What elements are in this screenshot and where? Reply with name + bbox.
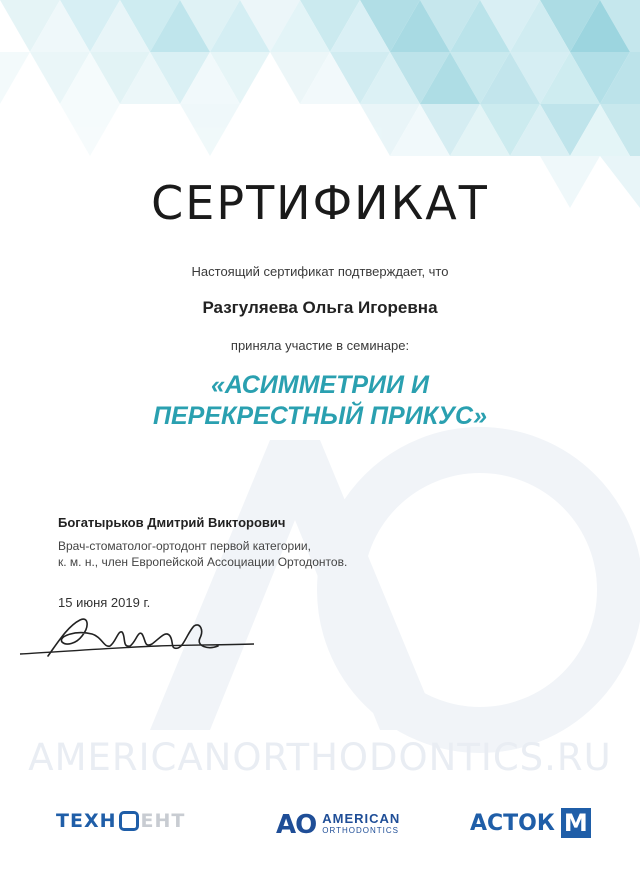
ao-logo-words xyxy=(322,813,400,837)
ao-logo-word1: AMERICAN xyxy=(322,811,401,826)
certificate-title: СЕРТИФИКАТ xyxy=(151,176,489,230)
recipient-name: Разгуляева Ольга Игоревна xyxy=(202,298,438,317)
tehnodent-logo-text-part1: ТЕХН xyxy=(56,810,117,832)
seminar-title-line-2: ПЕРЕКРЕСТНЫЙ ПРИКУС» xyxy=(153,402,487,430)
ao-logo-mark: AO xyxy=(276,810,317,840)
participation-text: приняла участие в семинаре: xyxy=(230,338,410,353)
tehnodent-logo xyxy=(56,810,185,832)
seminar-title xyxy=(0,370,640,432)
ao-logo-word2: ORTHODONTICS xyxy=(322,826,399,835)
issue-date: 15 июня 2019 г. xyxy=(58,595,151,610)
tooth-icon xyxy=(119,811,139,831)
astok-logo-mark: M xyxy=(561,808,591,838)
lecturer-description-line-1: Врач-стоматолог-ортодонт первой категории, xyxy=(58,539,311,553)
seminar-title-line-1: «АСИММЕТРИИ И xyxy=(211,371,429,399)
confirmation-text: Настоящий сертификат подтверждает, что xyxy=(191,264,449,279)
ao-watermark xyxy=(150,440,620,730)
handwritten-signature xyxy=(18,612,258,660)
tehnodent-logo-text-part2: ЕНТ xyxy=(140,810,186,832)
astok-logo-text: АСТОК xyxy=(470,810,555,836)
lecturer-description xyxy=(58,538,347,570)
website-watermark: AMERICANORTHODONTICS.RU xyxy=(28,736,612,779)
lecturer-description-line-2: к. м. н., член Европейской Ассоциации Ортодонтов. xyxy=(58,555,348,569)
astok-logo xyxy=(470,808,591,838)
lecturer-name: Богатырьков Дмитрий Викторович xyxy=(58,515,286,530)
american-orthodontics-logo xyxy=(276,810,400,840)
